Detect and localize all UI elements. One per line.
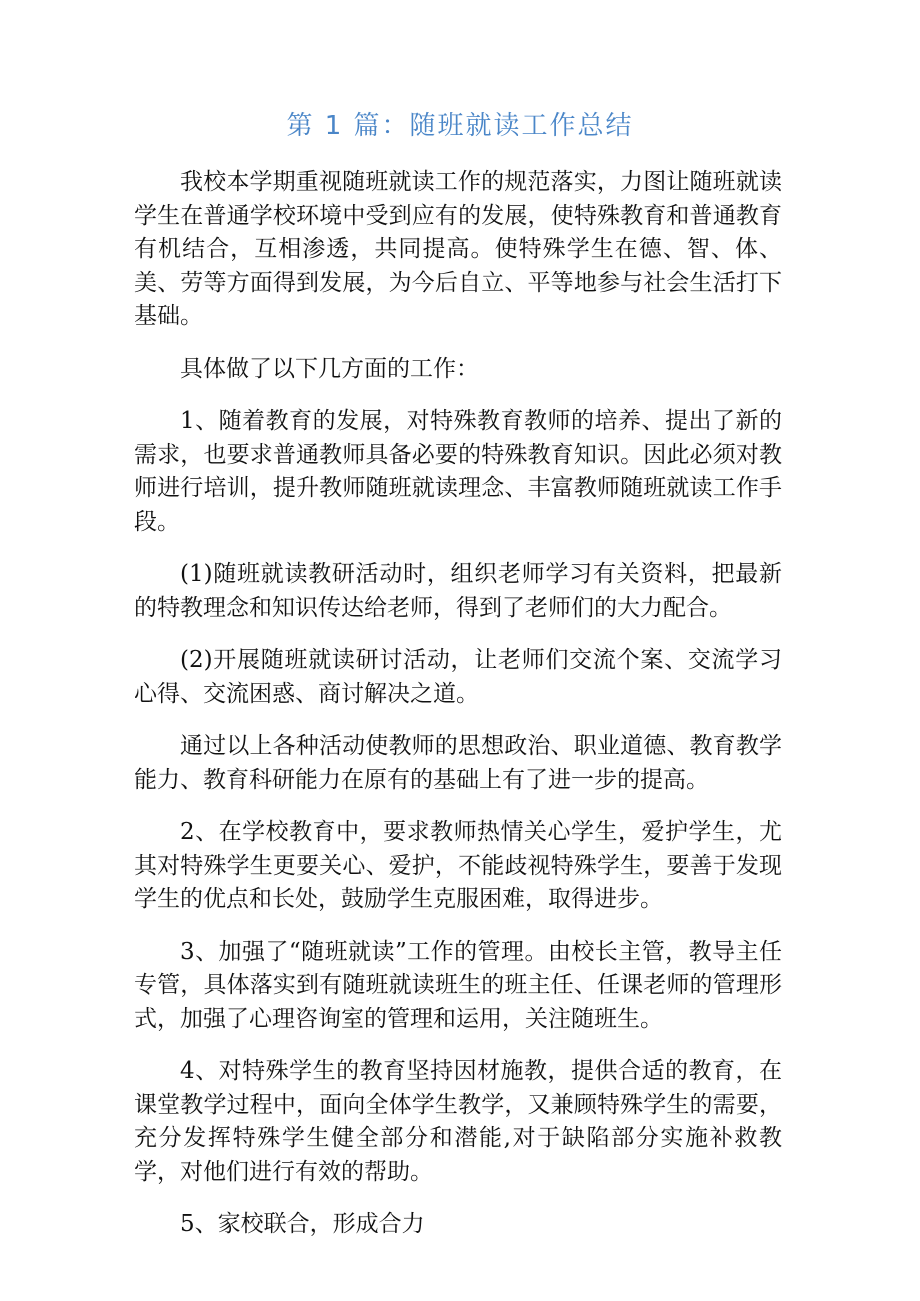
document-title: 第 1 篇：随班就读工作总结 (286, 111, 634, 141)
paragraph: (2)开展随班就读研讨活动，让老师们交流个案、交流学习心得、交流困惑、商讨解决之道。 (134, 647, 782, 707)
paragraph: 2、在学校教育中，要求教师热情关心学生，爱护学生，尤其对特殊学生更要关心、爱护，不能歧视特殊学生，要善于发现学生的优点和长处，鼓励学生克服困难，取得进步。 (134, 819, 782, 912)
paragraph: 1、随着教育的发展，对特殊教育教师的培养、提出了新的需求，也要求普通教师具备必要的特殊教育知识。因此必须对教师进行培训，提升教师随班就读理念、丰富教师随班就读工作手段。 (134, 408, 782, 535)
paragraph: 3、加强了“随班就读”工作的管理。由校长主管，教导主任专管，具体落实到有随班就读班生的班主任、任课老师的管理形式，加强了心理咨询室的管理和运用，关注随班生。 (134, 938, 782, 1032)
document-body (134, 166, 782, 1242)
paragraph: 4、对特殊学生的教育坚持因材施教，提供合适的教育，在课堂教学过程中，面向全体学生教学，又兼顾特殊学生的需要，充分发挥特殊学生健全部分和潜能,对于缺陷部分实施补救教学，对他们进行有效的帮助。 (134, 1058, 782, 1185)
paragraph: 5、家校联合，形成合力 (180, 1211, 425, 1237)
paragraph: (1)随班就读教研活动时，组织老师学习有关资料，把最新的特教理念和知识传达给老师，得到了老师们的大力配合。 (134, 561, 782, 621)
paragraph: 具体做了以下几方面的工作： (180, 355, 479, 382)
paragraph: 通过以上各种活动使教师的思想政治、职业道德、教育教学能力、教育科研能力在原有的基础上有了进一步的提高。 (134, 733, 782, 793)
paragraph: 我校本学期重视随班就读工作的规范落实，力图让随班就读学生在普通学校环境中受到应有的发展，使特殊教育和普通教育有机结合，互相渗透，共同提高。使特殊学生在德、智、体、美、劳等方面得到发展，为今后自立、平等地参与社会生活打下基础。 (134, 169, 782, 329)
